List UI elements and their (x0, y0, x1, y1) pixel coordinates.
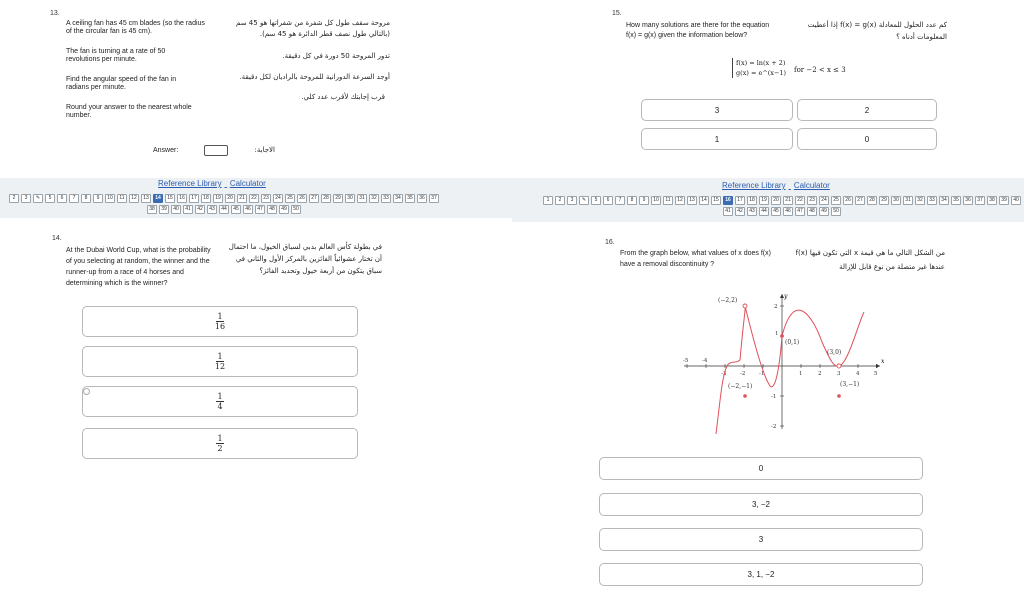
page-button[interactable]: 18 (201, 194, 211, 203)
page-button[interactable]: 3 (21, 194, 31, 203)
equation-g: g(x) = e^(x−1) (736, 69, 787, 77)
x-axis-ticks (683, 358, 878, 377)
y-tick-label: -1 (771, 394, 777, 400)
calculator-link[interactable]: Calculator (229, 179, 266, 188)
page-button[interactable]: 42 (195, 205, 205, 214)
page-button-edit-icon[interactable]: ✎ (33, 194, 43, 203)
choice-b[interactable]: 2 (797, 99, 937, 121)
answer-label: Answer: (153, 147, 179, 154)
page-button[interactable]: 49 (279, 205, 289, 214)
reference-links (719, 181, 833, 190)
page-button[interactable]: 8 (81, 194, 91, 203)
question-16-panel (512, 222, 1024, 607)
page-button[interactable]: 2 (555, 196, 565, 205)
page-button[interactable]: 35 (951, 196, 961, 205)
page-button[interactable]: 23 (807, 196, 817, 205)
page-button[interactable]: 6 (57, 194, 67, 203)
page-button[interactable]: 8 (627, 196, 637, 205)
page-button[interactable]: 5 (45, 194, 55, 203)
page-button[interactable]: 12 (675, 196, 685, 205)
closed-point (743, 394, 747, 398)
answer-input[interactable] (204, 145, 228, 156)
page-button[interactable]: 46 (783, 207, 793, 216)
question-text-en: How many solutions are there for the equation f(x) = g(x) given the information below? (626, 22, 770, 39)
choice-c[interactable]: 3 (599, 528, 923, 551)
question-text-ar: مروحة سقف طول كل شفرة من شفراتها هو 45 سم (236, 19, 390, 27)
page-button[interactable]: 49 (819, 207, 829, 216)
question-text-ar: قرب إجابتك لأقرب عدد كلي. (301, 93, 385, 101)
page-button[interactable]: 21 (783, 196, 793, 205)
page-button[interactable]: 40 (1011, 196, 1021, 205)
page-button[interactable]: 26 (843, 196, 853, 205)
question-text-ar: أوجد السرعة الدورانية للمروحة بالراديان لكل دقيقة. (239, 73, 390, 81)
question-text-ar: سباق يتكون من أربعة خيول وتحديد الفائز؟ (259, 267, 382, 275)
question-number: 16. (605, 239, 615, 246)
x-axis-label: x (881, 358, 885, 365)
page-button-edit-icon[interactable]: ✎ (579, 196, 589, 205)
question-text-ar: المعلومات أدناه ؟ (896, 33, 947, 41)
choice-a[interactable]: 0 (599, 457, 923, 480)
page-button[interactable]: 41 (723, 207, 733, 216)
closed-point (780, 334, 784, 338)
page-button[interactable]: 18 (747, 196, 757, 205)
page-button[interactable]: 31 (357, 194, 367, 203)
question-text-ar: عندها غير متصلة من نوع قابل للإزالة (839, 263, 945, 271)
question-text-ar: تدور المروحة 50 دورة في كل دقيقة. (282, 52, 390, 60)
closed-point (837, 394, 841, 398)
page-button[interactable]: 16 (177, 194, 187, 203)
x-tick-label: 1 (799, 371, 803, 377)
page-button[interactable]: 7 (69, 194, 79, 203)
page-button[interactable]: 48 (807, 207, 817, 216)
open-point (743, 304, 747, 308)
page-numbers (4, 194, 444, 214)
page-button[interactable]: 19 (213, 194, 223, 203)
page-button[interactable]: 27 (309, 194, 319, 203)
reference-library-link[interactable]: Reference Library (158, 179, 222, 188)
question-text-en: Find the angular speed of the fan in radians per minute. (66, 76, 177, 91)
page-button[interactable]: 13 (141, 194, 151, 203)
x-tick-label: 3 (837, 371, 841, 377)
page-button[interactable]: 7 (615, 196, 625, 205)
equation-f: f(x) = ln(x + 2) (736, 59, 786, 67)
choice-a[interactable]: 3 (641, 99, 793, 121)
function-graph (682, 284, 885, 434)
page-button[interactable]: 22 (249, 194, 259, 203)
page-button[interactable]: 32 (915, 196, 925, 205)
page-button[interactable]: 32 (369, 194, 379, 203)
calculator-link[interactable]: Calculator (793, 181, 830, 190)
page-button[interactable]: 3 (567, 196, 577, 205)
choice-c[interactable]: 1 (641, 128, 793, 150)
page-button[interactable]: 29 (333, 194, 343, 203)
choice-d[interactable]: 3, 1, −2 (599, 563, 923, 586)
question-13-panel (0, 0, 512, 178)
point-label: (3,0) (827, 349, 842, 356)
fraction: $\frac{1}{12}$ (214, 352, 226, 371)
page-button[interactable]: 42 (735, 207, 745, 216)
page-button[interactable]: 11 (117, 194, 127, 203)
page-button[interactable]: 36 (417, 194, 427, 203)
page-button[interactable]: 34 (393, 194, 403, 203)
page-button[interactable]: 20 (225, 194, 235, 203)
page-button[interactable]: 44 (759, 207, 769, 216)
page-button[interactable]: 6 (603, 196, 613, 205)
page-button[interactable]: 11 (663, 196, 673, 205)
page-button[interactable]: 33 (381, 194, 391, 203)
page-button[interactable]: 47 (795, 207, 805, 216)
page-button[interactable]: 27 (855, 196, 865, 205)
page-button[interactable]: 50 (831, 207, 841, 216)
question-number: 14. (52, 235, 62, 242)
x-tick-label: -2 (740, 371, 746, 377)
page-button[interactable]: 14 (153, 194, 163, 203)
choice-radio[interactable] (83, 388, 90, 395)
x-tick-label: -1 (759, 371, 765, 377)
question-number: 13. (50, 10, 60, 17)
x-tick-label: -5 (683, 358, 689, 364)
page-button[interactable]: 19 (759, 196, 769, 205)
choice-c[interactable] (82, 386, 358, 417)
page-numbers (542, 196, 1022, 216)
page-button[interactable]: 28 (867, 196, 877, 205)
page-button[interactable]: 38 (147, 205, 157, 214)
page-button[interactable]: 37 (429, 194, 439, 203)
page-button[interactable]: 23 (261, 194, 271, 203)
page-button[interactable]: 1 (543, 196, 553, 205)
x-tick-label: 2 (818, 371, 822, 377)
question-14-panel (0, 218, 512, 607)
y-tick-label: 2 (774, 304, 778, 310)
page-button[interactable]: 35 (405, 194, 415, 203)
page-button[interactable]: 24 (273, 194, 283, 203)
page-button[interactable]: 21 (237, 194, 247, 203)
question-text-en: At the Dubai World Cup, what is the probability of you selecting at random, the winner and the runner-up from a race of 4 horses and determining which is the winner? (66, 247, 211, 287)
page-button[interactable]: 50 (291, 205, 301, 214)
page-button[interactable]: 31 (903, 196, 913, 205)
page-button[interactable]: 40 (171, 205, 181, 214)
question-text-en: From the graph below, what values of x does f(x) have a removal discontinuity ? (620, 250, 771, 268)
page-button[interactable]: 16 (723, 196, 733, 205)
point-label: (3,−1) (840, 381, 860, 388)
open-point (837, 364, 841, 368)
point-label: (0,1) (785, 339, 800, 346)
page-button[interactable]: 48 (267, 205, 277, 214)
page-button[interactable]: 29 (879, 196, 889, 205)
page-button[interactable]: 17 (735, 196, 745, 205)
fraction: $\frac{1}{2}$ (217, 434, 223, 453)
x-tick-label: -4 (702, 358, 708, 364)
page-button[interactable]: 26 (297, 194, 307, 203)
page-button[interactable]: 22 (795, 196, 805, 205)
page-button[interactable]: 13 (687, 196, 697, 205)
page-button[interactable]: 25 (831, 196, 841, 205)
y-axis-label: y (784, 293, 788, 300)
choice-d[interactable] (82, 428, 358, 459)
page-button[interactable]: 17 (189, 194, 199, 203)
page-button[interactable]: 36 (963, 196, 973, 205)
page-button[interactable]: 33 (927, 196, 937, 205)
x-tick-label: -3 (721, 371, 727, 377)
question-navigation-bar (0, 178, 512, 218)
question-text-ar: أن تختار عشوائياً الفائزين بالمركز الأول والثاني في (235, 255, 382, 263)
page-button[interactable]: 45 (231, 205, 241, 214)
question-text-en: The fan is turning at a rate of 50 revolutions per minute. (66, 48, 166, 63)
page-button[interactable]: 30 (345, 194, 355, 203)
question-text-ar: كم عدد الحلول للمعادلة f(x) = g(x) إذا أعطيت (807, 21, 947, 29)
page-button[interactable]: 28 (321, 194, 331, 203)
page-button[interactable]: 25 (285, 194, 295, 203)
page-button[interactable]: 10 (651, 196, 661, 205)
page-button[interactable]: 47 (255, 205, 265, 214)
point-label: (−2,2) (718, 297, 738, 304)
choice-b[interactable] (82, 346, 358, 377)
page-button[interactable]: 34 (939, 196, 949, 205)
question-15-panel (512, 0, 1024, 178)
page-button[interactable]: 41 (183, 205, 193, 214)
question-text-ar: من الشكل التالي ما هي قيمة x التي تكون فيها f(x) (795, 249, 945, 257)
page-button[interactable]: 39 (999, 196, 1009, 205)
y-tick-label: 1 (775, 331, 779, 337)
x-tick-label: 5 (874, 371, 878, 377)
choice-b[interactable]: 3, −2 (599, 493, 923, 516)
fraction: $\frac{1}{16}$ (214, 312, 226, 331)
point-label: (−2,−1) (728, 383, 753, 390)
page-button[interactable]: 9 (639, 196, 649, 205)
page-button[interactable]: 5 (591, 196, 601, 205)
page-button[interactable]: 9 (93, 194, 103, 203)
page-button[interactable]: 43 (747, 207, 757, 216)
page-button[interactable]: 30 (891, 196, 901, 205)
fraction: $\frac{1}{4}$ (217, 392, 223, 411)
y-tick-label: -2 (771, 424, 777, 430)
page-button[interactable]: 39 (159, 205, 169, 214)
question-number: 15. (612, 10, 622, 17)
question-text-en: A ceiling fan has 45 cm blades (so the radius of the circular fan is 45 cm). (66, 20, 205, 35)
reference-library-link[interactable]: Reference Library (722, 181, 786, 190)
page-button[interactable]: 38 (987, 196, 997, 205)
question-text-ar: في بطولة كأس العالم بدبي لسباق الخيول، ما احتمال (228, 243, 382, 251)
equation-system (732, 58, 786, 78)
domain-text: for −2 < x ≤ 3 (794, 66, 846, 74)
page-button[interactable]: 37 (975, 196, 985, 205)
page-button[interactable]: 24 (819, 196, 829, 205)
page-button[interactable]: 15 (165, 194, 175, 203)
page-button[interactable]: 45 (771, 207, 781, 216)
page-button[interactable]: 46 (243, 205, 253, 214)
page-button[interactable]: 43 (207, 205, 217, 214)
page-button[interactable]: 20 (771, 196, 781, 205)
page-button[interactable]: 44 (219, 205, 229, 214)
page-button[interactable]: 14 (699, 196, 709, 205)
page-button[interactable]: 12 (129, 194, 139, 203)
choice-a[interactable] (82, 306, 358, 337)
question-navigation-bar (512, 178, 1024, 222)
reference-links (155, 179, 269, 188)
function-curve (716, 306, 745, 434)
page-button[interactable]: 2 (9, 194, 19, 203)
page-button[interactable]: 15 (711, 196, 721, 205)
answer-label-ar: الاجابة: (254, 146, 275, 154)
page-button[interactable]: 10 (105, 194, 115, 203)
question-text-ar: (بالتالي طول نصف قطر الدائرة هو 45 سم). (259, 30, 390, 38)
x-tick-label: 4 (856, 371, 860, 377)
question-text-en: Round your answer to the nearest whole number. (66, 104, 192, 119)
choice-d[interactable]: 0 (797, 128, 937, 150)
